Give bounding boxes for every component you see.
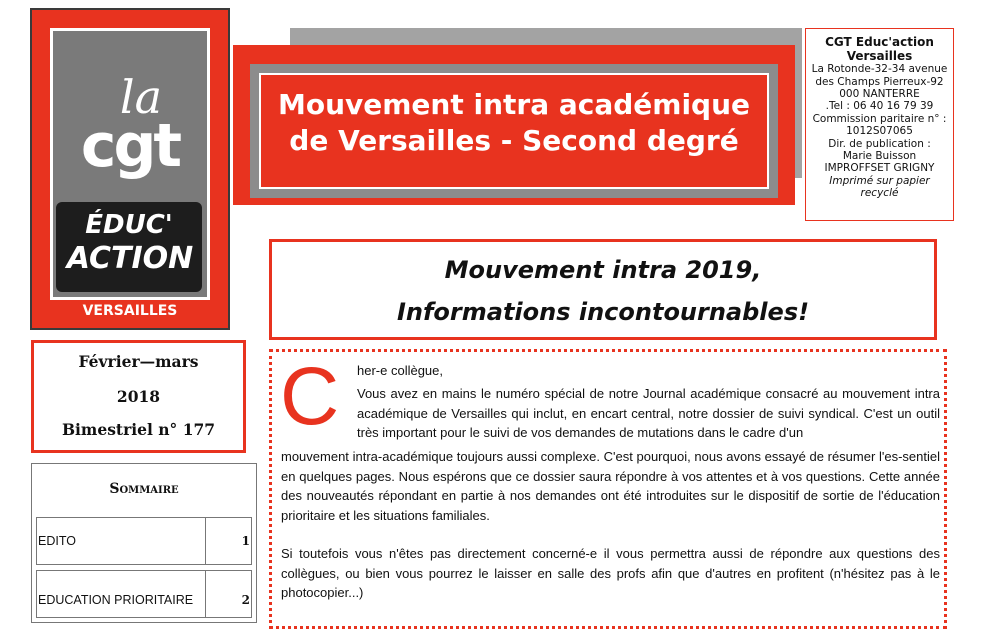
director-name: Marie Buisson bbox=[842, 149, 917, 162]
issue-year: 2018 bbox=[116, 386, 161, 406]
phone: .Tel : 06 40 16 79 39 bbox=[825, 100, 934, 113]
logo-educ-text: ÉDUC' bbox=[85, 210, 173, 240]
drop-cap: C bbox=[280, 351, 340, 442]
logo-action-text: ACTION bbox=[66, 241, 194, 276]
toc-item-label: EDITO bbox=[38, 534, 76, 548]
title-line-1: Mouvement intra académique bbox=[277, 88, 751, 121]
subtitle-box bbox=[269, 239, 937, 340]
toc-item-page: 2 bbox=[241, 593, 250, 607]
org-name-2: Versailles bbox=[846, 49, 913, 64]
toc-item-label: EDUCATION PRIORITAIRE bbox=[38, 593, 194, 607]
director-label: Dir. de publication : bbox=[828, 137, 931, 150]
printer: IMPROFFSET GRIGNY bbox=[824, 162, 935, 175]
logo-region: VERSAILLES bbox=[82, 303, 178, 319]
subtitle-line-1: Mouvement intra 2019, bbox=[444, 256, 762, 284]
issue-info bbox=[31, 340, 246, 453]
address-street-2: des Champs Pierreux-92 bbox=[815, 75, 944, 88]
address-city: 000 NANTERRE bbox=[839, 88, 920, 101]
article-paragraph-3: Si toutefois vous n'êtes pas directement concerné-e il vous permettra aussi de répondre aux questions des collègues, ou bien vous pourrez le laisser en salle des profs afin que d'autres en profitent (n'hésitez pas à le photocopier...) bbox=[281, 546, 940, 600]
article-greeting: her-e collègue, bbox=[357, 363, 443, 378]
toc-item-page: 1 bbox=[241, 534, 250, 548]
logo-la-text: la bbox=[119, 70, 163, 124]
page-title bbox=[259, 87, 769, 160]
commission-label: Commission paritaire n° : bbox=[812, 112, 947, 125]
subtitle-line-2: Informations incontournables! bbox=[396, 298, 810, 326]
article-paragraph-2: mouvement intra-académique toujours aussi complexe. C'est pourquoi, nous avons essayé de résumer l'es-sentiel en quelques pages. Nous espérons que ce dossier saura répondre à vos attentes et à vos questions. Cette année des nouveautés répondant en partie à nos demandes ont été introduites sur le dispositif de sortie de l'éducation prioritaire et les situations familiales. bbox=[281, 449, 940, 523]
issue-number: Bimestriel n° 177 bbox=[61, 420, 216, 439]
paper-note-1: Imprimé sur papier bbox=[829, 174, 930, 187]
issue-period: Février—mars bbox=[78, 352, 199, 371]
toc-title: Sommaire bbox=[109, 481, 179, 497]
publisher-info bbox=[805, 28, 954, 221]
paper-note-2: recyclé bbox=[860, 187, 899, 200]
title-line-2: de Versailles - Second degré bbox=[289, 124, 739, 158]
commission-number: 1012S07065 bbox=[846, 125, 913, 138]
org-name-1: CGT Educ'action bbox=[825, 35, 934, 49]
article-paragraph-1: Vous avez en mains le numéro spécial de notre Journal académique consacré au mouvement intra académique de Versailles qui inclut, en encart central, notre dossier de suivi syndical. C'est un outil très important pour le suivi de vos demandes de mutations dans le cadre d'un bbox=[357, 386, 940, 440]
logo-cgt-text: cgt bbox=[80, 111, 180, 181]
address-street-1: La Rotonde-32-34 avenue bbox=[811, 63, 948, 76]
